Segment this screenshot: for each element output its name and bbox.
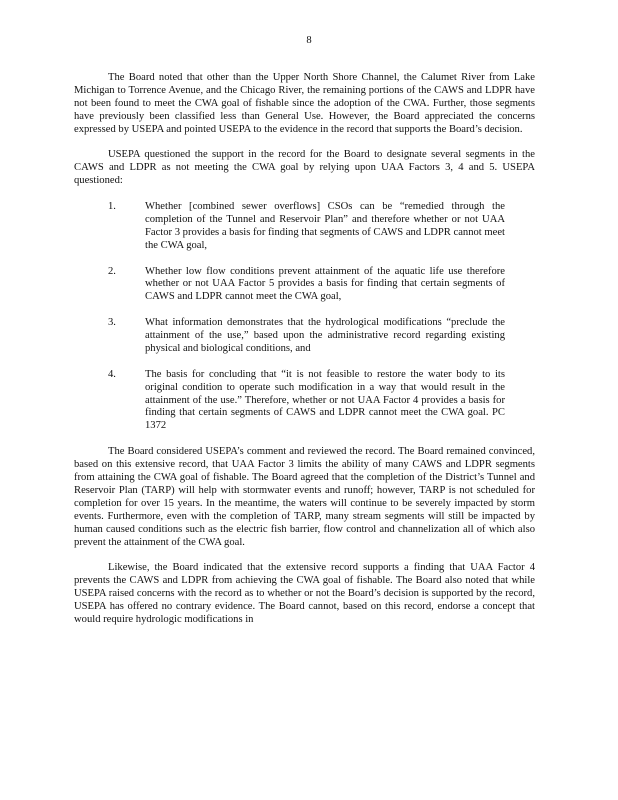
list-item [74, 369, 535, 434]
list-item-text: The basis for concluding that “it is not feasible to restore the water body to its original condition to operate such modification in a way that would result in the attainment of the use.” Therefore, whether or not UAA Factor 4 provides a basis for finding that certain segments of CAWS and LDPR cannot meet the CWA goal. PC 1372 [145, 368, 505, 432]
paragraph-usepa-questioned: USEPA questioned the support in the record for the Board to designate several segments in the CAWS and LDPR as not meeting the CWA goal by relying upon UAA Factors 3, 4 and 5. USEPA questioned: [74, 149, 535, 187]
list-item-text: What information demonstrates that the hydrological modifications “preclude the attainment of the use,” based upon the administrative record regarding existing physical and biological conditions, and [145, 317, 505, 354]
paragraph-board-considered: The Board considered USEPA’s comment and reviewed the record. The Board remained convinced, based on this extensive record, that UAA Factor 3 limits the ability of many CAWS and LDPR segments from attaining the CWA goal of fishable. The Board agreed that the completion of the District’s Tunnel and Reservoir Plan (TARP) will help with stormwater events and runoff; however, TARP is not scheduled for completion for over 15 years. In the meantime, the waters will continue to be severely impacted by storm events. Furthermore, even with the completion of TARP, many stream segments will still be impacted by human caused conditions such as the electric fish barrier, flow control and channelization all of which also prevent the attainment of the CWA goal. [74, 446, 535, 548]
paragraph-board-noted: The Board noted that other than the Upper North Shore Channel, the Calumet River from Lake Michigan to Torrence Avenue, and the Chicago River, the remaining portions of the CAWS and LDPR have not been found to meet the CWA goal of fishable since the adoption of the CWA. Further, those segments have previously been classified less than General Use. However, the Board appreciated the concerns expressed by USEPA and pointed USEPA to the evidence in the record that supports the Board’s decision. [74, 72, 535, 135]
list-item-text: Whether low flow conditions prevent attainment of the aquatic life use therefore whether or not UAA Factor 5 provides a basis for finding that certain segments of CAWS and LDPR cannot meet the CWA goal, [145, 265, 505, 303]
list-item-text: Whether [combined sewer overflows] CSOs can be “remedied through the completion of the Tunnel and Reservoir Plan” and therefore whether or not UAA Factor 3 provides a basis for finding that segments of CAWS and LDPR cannot meet the CWA goal, [145, 201, 505, 251]
body-text [74, 72, 535, 640]
question-list [74, 201, 535, 433]
list-item-number: 4. [108, 368, 116, 380]
list-item-number: 1. [108, 201, 116, 213]
list-item [74, 201, 535, 253]
page-number: 8 [306, 35, 312, 46]
list-item-number: 3. [108, 317, 116, 329]
paragraph-likewise: Likewise, the Board indicated that the extensive record supports a finding that UAA Factor 4 prevents the CAWS and LDPR from achieving the CWA goal of fishable. The Board also noted that while USEPA raised concerns with the record as to whether or not the Board’s decision is supported by the record, USEPA has offered no contrary evidence. The Board cannot, based on this record, endorse a concept that would require hydrologic modifications in [74, 562, 535, 625]
list-item [74, 317, 535, 356]
list-item-number: 2. [108, 265, 116, 277]
list-item [74, 266, 535, 305]
